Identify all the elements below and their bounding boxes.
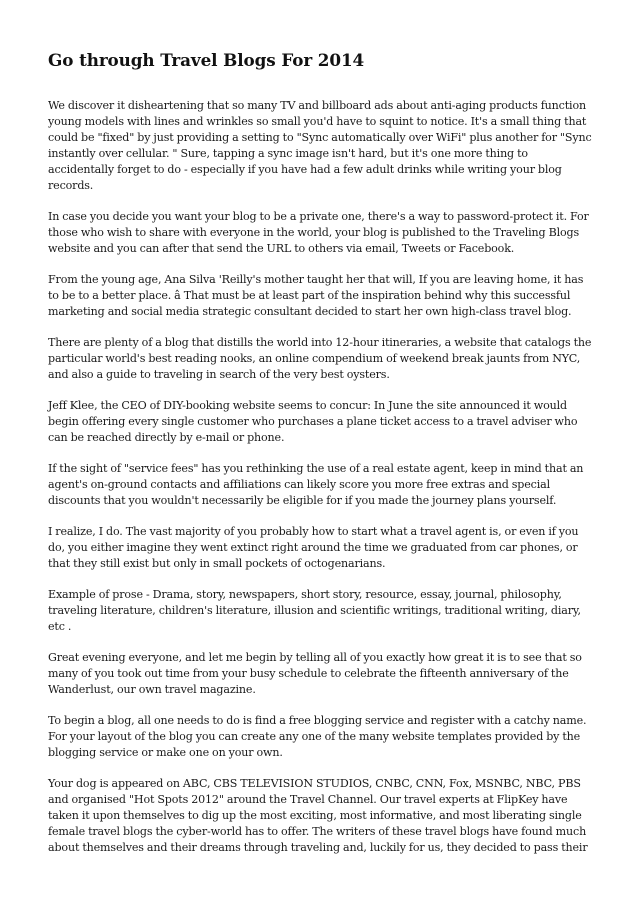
paragraph: I realize, I do. The vast majority of you probably how to start what a travel agent is, or even if you do, you either imagine they went extinct right around the time we graduated from car phones, or that they still exist but only in small pockets of octogenarians. <box>48 525 579 570</box>
paragraph: If the sight of "service fees" has you rethinking the use of a real estate agent, keep in mind that an agent's on-ground contacts and affiliations can likely score you more free extras and special discounts that you wouldn't necessarily be eligible for if you made the journey plans yourself. <box>48 462 584 507</box>
paragraph: Your dog is appeared on ABC, CBS TELEVISION STUDIOS, CNBC, CNN, Fox, MSNBC, NBC, PBS and organised "Hot Spots 2012" around the Travel Channel. Our travel experts at FlipKey have taken it upon themselves to dig up the most exciting, most informative, and most liberating single female travel blogs the cyber-world has to offer. The writers of these travel blogs have found much about themselves and their dreams through traveling and, luckily for us, they decided to pass their <box>48 777 588 854</box>
paragraph: Great evening everyone, and let me begin by telling all of you exactly how great it is to see that so many of you took out time from your busy schedule to celebrate the fifteenth anniversary of the Wanderlust, our own travel magazine. <box>48 651 582 696</box>
document-body <box>48 48 596 871</box>
document-title: Go through Travel Blogs For 2014 <box>48 50 365 70</box>
paragraph: Example of prose - Drama, story, newspapers, short story, resource, essay, journal, philosophy, traveling literature, children's literature, illusion and scientific writings, traditional writing, diary, etc . <box>48 588 581 633</box>
paragraph: In case you decide you want your blog to be a private one, there's a way to password-protect it. For those who wish to share with everyone in the world, your blog is published to the Traveling Blogs website and you can after that send the URL to others via email, Tweets or Facebook. <box>48 210 589 255</box>
paragraph: We discover it disheartening that so many TV and billboard ads about anti-aging products function young models with lines and wrinkles so small you'd have to squint to notice. It's a small thing that could be "fixed" by just providing a setting to "Sync automatically over WiFi" plus another for "Sync instantly over cellular. " Sure, tapping a sync image isn't hard, but it's one more thing to accidentally forget to do - especially if you have had a few adult drinks while writing your blog records. <box>48 99 592 192</box>
paragraph: Jeff Klee, the CEO of DIY-booking website seems to concur: In June the site announced it would begin offering every single customer who purchases a plane ticket access to a travel adviser who can be reached directly by e-mail or phone. <box>48 399 578 444</box>
paragraph: There are plenty of a blog that distills the world into 12-hour itineraries, a website that catalogs the particular world's best reading nooks, an online compendium of weekend break jaunts from NYC, and also a guide to traveling in search of the very best oysters. <box>48 336 592 381</box>
paragraph: From the young age, Ana Silva 'Reilly's mother taught her that will, If you are leaving home, it has to be to a better place. â That must be at least part of the inspiration behind why this successful marketing and social media strategic consultant decided to start her own high-class travel blog. <box>48 273 584 318</box>
paragraph: To begin a blog, all one needs to do is find a free blogging service and register with a catchy name. For your layout of the blog you can create any one of the many website templates provided by the blogging service or make one on your own. <box>48 714 587 759</box>
